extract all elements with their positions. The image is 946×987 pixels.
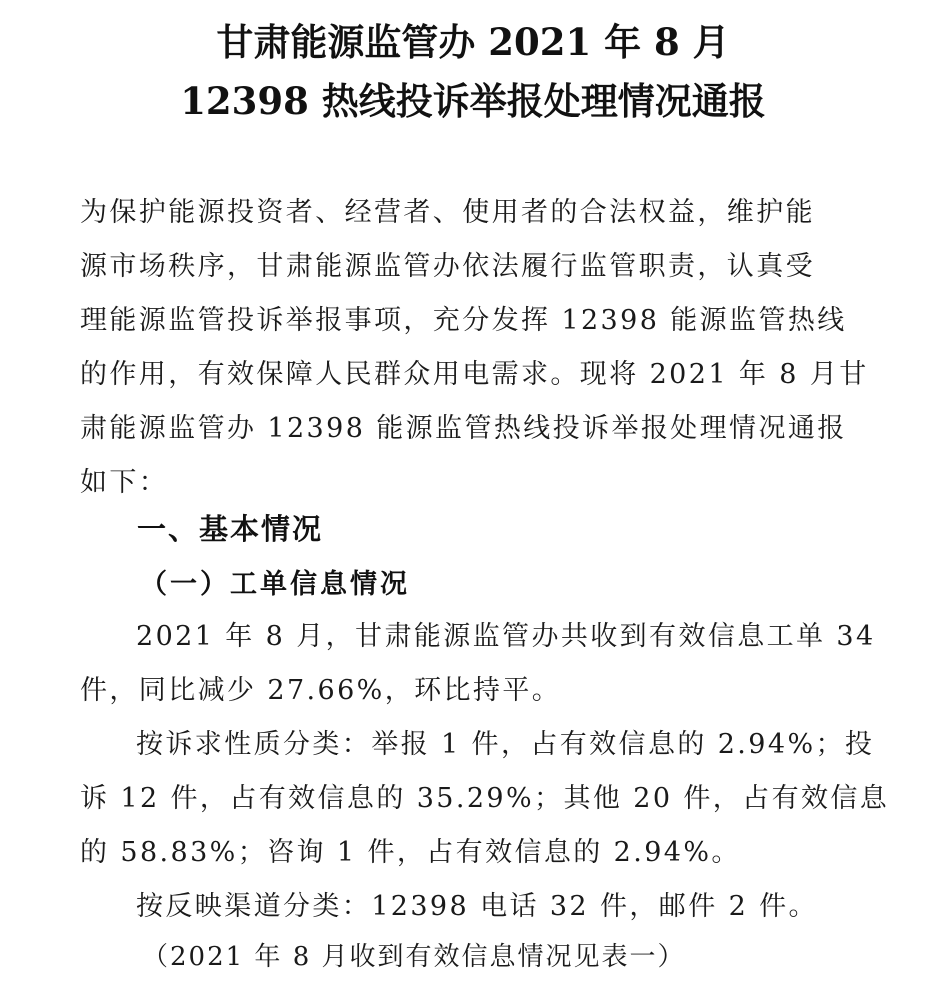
classification-by-channel-paragraph: [80, 880, 870, 934]
intro-line: 如下：: [80, 467, 169, 498]
paragraph-line: 诉 12 件，占有效信息的 35.29%；其他 20 件，占有效信息: [80, 783, 890, 814]
document-title-line1: 甘肃能源监管办 2021 年 8 月: [216, 20, 730, 64]
intro-paragraph: [80, 186, 870, 510]
intro-line: 为保护能源投资者、经营者、使用者的合法权益，维护能: [80, 197, 815, 228]
paragraph-line: 2021 年 8 月，甘肃能源监管办共收到有效信息工单 34: [136, 621, 876, 652]
intro-line: 理能源监管投诉举报事项，充分发挥 12398 能源监管热线: [80, 305, 847, 336]
intro-line: 肃能源监管办 12398 能源监管热线投诉举报处理情况通报: [80, 413, 847, 444]
work-order-count-paragraph: [80, 610, 876, 718]
intro-line: 的作用，有效保障人民群众用电需求。现将 2021 年 8 月甘: [80, 359, 869, 390]
intro-line: 源市场秩序，甘肃能源监管办依法履行监管职责，认真受: [80, 251, 815, 282]
paragraph-line: 的 58.83%；咨询 1 件，占有效信息的 2.94%。: [80, 837, 741, 868]
document-title-line2: 12398 热线投诉举报处理情况通报: [180, 79, 766, 123]
paragraph-line: 按诉求性质分类：举报 1 件，占有效信息的 2.94%；投: [136, 729, 875, 760]
paragraph-line: 件，同比减少 27.66%，环比持平。: [80, 675, 562, 706]
table-reference-note: （2021 年 8 月收到有效信息情况见表一）: [142, 942, 686, 972]
paragraph-line: 按反映渠道分类：12398 电话 32 件，邮件 2 件。: [136, 891, 818, 922]
subsection-heading-work-order-info: （一）工单信息情况: [140, 569, 410, 600]
classification-by-nature-paragraph: [80, 718, 890, 880]
section-heading-basic-situation: 一、基本情况: [137, 512, 324, 546]
